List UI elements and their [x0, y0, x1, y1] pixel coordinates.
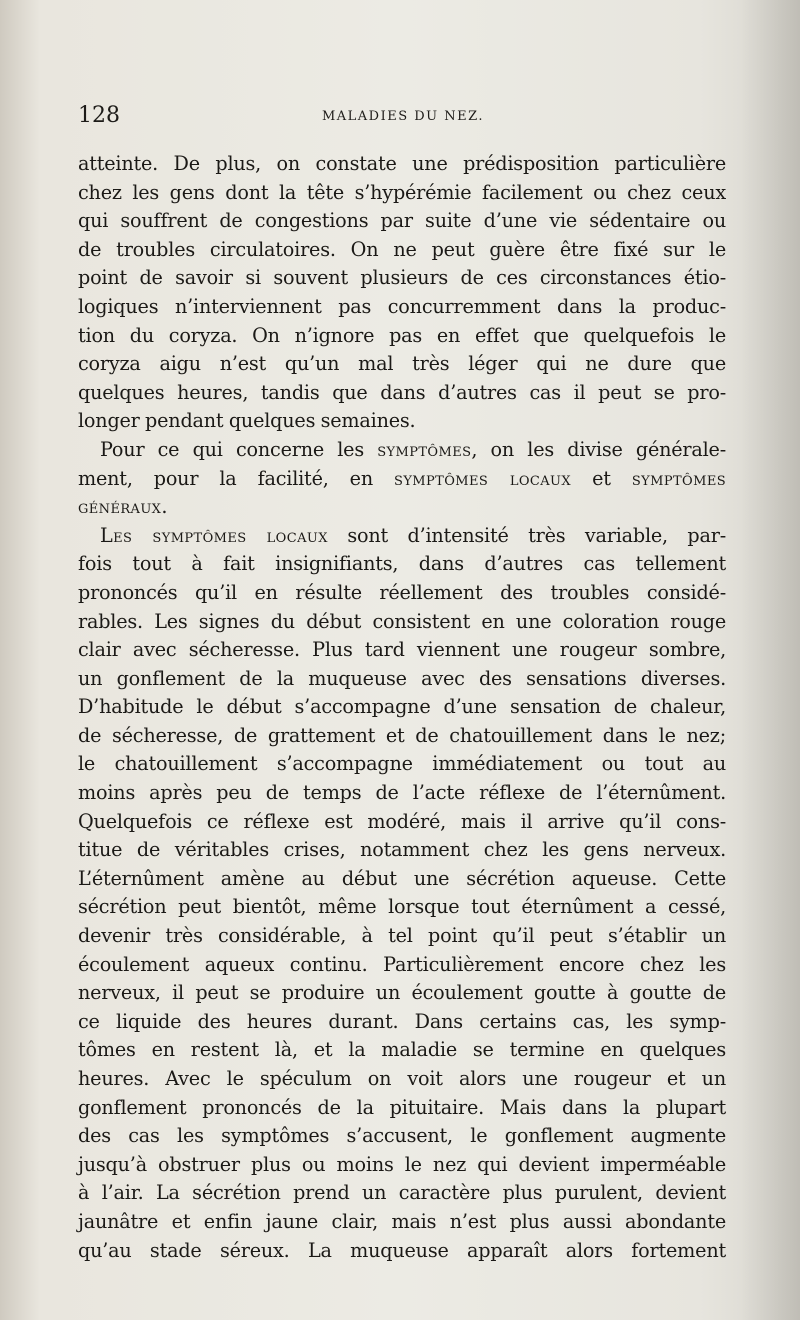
text-run: .: [161, 495, 168, 519]
text-line: devenir très considérable, à tel point qu’il peut s’établir un: [78, 924, 726, 948]
text-line: coryza aigu n’est qu’un mal très léger qui ne dure que: [78, 352, 726, 376]
text-line: Quelquefois ce réflexe est modéré, mais il arrive qu’il cons-: [78, 809, 726, 833]
text-line: de troubles circulatoires. On ne peut guère être fixé sur le: [78, 237, 726, 261]
text-line: chez les gens dont la tête s’hypérémie facilement ou chez ceux: [78, 180, 726, 204]
text-line: heures. Avec le spéculum on voit alors une rougeur et un: [78, 1067, 726, 1090]
running-title: MALADIES DU NEZ.: [321, 109, 485, 124]
text-line: nerveux, il peut se produire un écoulement goutte à goutte de: [78, 981, 726, 1005]
text-line: prononcés qu’il en résulte réellement des troubles considé-: [78, 580, 726, 604]
text-line: [78, 465, 726, 494]
text-line: D’habitude le début s’accompagne d’une sensation de chaleur,: [78, 695, 726, 719]
text-line: gonflement prononcés de la pituitaire. Mais dans la plupart: [78, 1095, 726, 1119]
text-line: clair avec sécheresse. Plus tard viennent une rougeur sombre,: [78, 638, 726, 662]
text-line: écoulement aqueux continu. Particulièrement encore chez les: [78, 952, 726, 976]
text-line: logiques n’interviennent pas concurremment dans la produc-: [78, 294, 726, 318]
page-header: [78, 103, 728, 133]
small-caps-term: symptômes locaux: [394, 466, 572, 490]
text-line: atteinte. De plus, on constate une prédisposition particulière: [78, 152, 726, 175]
text-run: et: [571, 466, 632, 490]
text-line: moins après peu de temps de l’acte réflexe de l’éternûment.: [78, 781, 726, 805]
text-line: [78, 493, 726, 522]
text-line: fois tout à fait insignifiants, dans d’autres cas tellement: [78, 552, 726, 576]
page-gutter-shadow: [740, 0, 800, 1320]
text-line: longer pendant quelques semaines.: [78, 409, 416, 433]
text-line: qui souffrent de congestions par suite d’une vie sédentaire ou: [78, 209, 726, 233]
small-caps-term: Les symptômes locaux: [100, 523, 328, 547]
text-line: jusqu’à obstruer plus ou moins le nez qui devient imperméable: [78, 1152, 726, 1176]
text-run: Pour ce qui concerne les: [100, 437, 378, 461]
text-line: tion du coryza. On n’ignore pas en effet que quelquefois le: [78, 323, 726, 347]
text-line: [78, 522, 726, 551]
body-text: [78, 150, 726, 1265]
small-caps-term: généraux: [78, 495, 162, 519]
small-caps-term: symptômes: [377, 437, 472, 461]
text-line: sécrétion peut bientôt, même lorsque tout éternûment a cessé,: [78, 895, 726, 919]
text-line: jaunâtre et enfin jaune clair, mais n’est plus aussi abondante: [78, 1209, 726, 1233]
text-line: le chatouillement s’accompagne immédiatement ou tout au: [78, 752, 726, 776]
text-line: tômes en restent là, et la maladie se termine en quelques: [78, 1038, 726, 1062]
small-caps-term: symptômes: [631, 466, 727, 490]
text-line: un gonflement de la muqueuse avec des sensations diverses.: [78, 666, 726, 690]
text-line: point de savoir si souvent plusieurs de ces circonstances étio-: [78, 266, 726, 290]
text-run: , on les divise générale-: [471, 437, 726, 461]
text-line: des cas les symptômes s’accusent, le gonflement augmente: [78, 1124, 726, 1148]
text-run: ment, pour la facilité, en: [78, 466, 395, 490]
text-line: rables. Les signes du début consistent en une coloration rouge: [78, 609, 726, 633]
text-line: [78, 436, 726, 465]
text-line: titue de véritables crises, notamment chez les gens nerveux.: [78, 838, 726, 862]
text-line: de sécheresse, de grattement et de chatouillement dans le nez;: [78, 723, 726, 747]
page-number: 128: [78, 103, 120, 128]
text-line: qu’au stade séreux. La muqueuse apparaît alors fortement: [78, 1238, 726, 1262]
text-run: sont d’intensité très variable, par-: [327, 523, 726, 547]
text-line: à l’air. La sécrétion prend un caractère plus purulent, devient: [78, 1181, 726, 1205]
text-line: L’éternûment amène au début une sécrétion aqueuse. Cette: [78, 866, 726, 890]
text-line: ce liquide des heures durant. Dans certains cas, les symp-: [78, 1009, 726, 1033]
text-line: quelques heures, tandis que dans d’autres cas il peut se pro-: [78, 380, 726, 404]
